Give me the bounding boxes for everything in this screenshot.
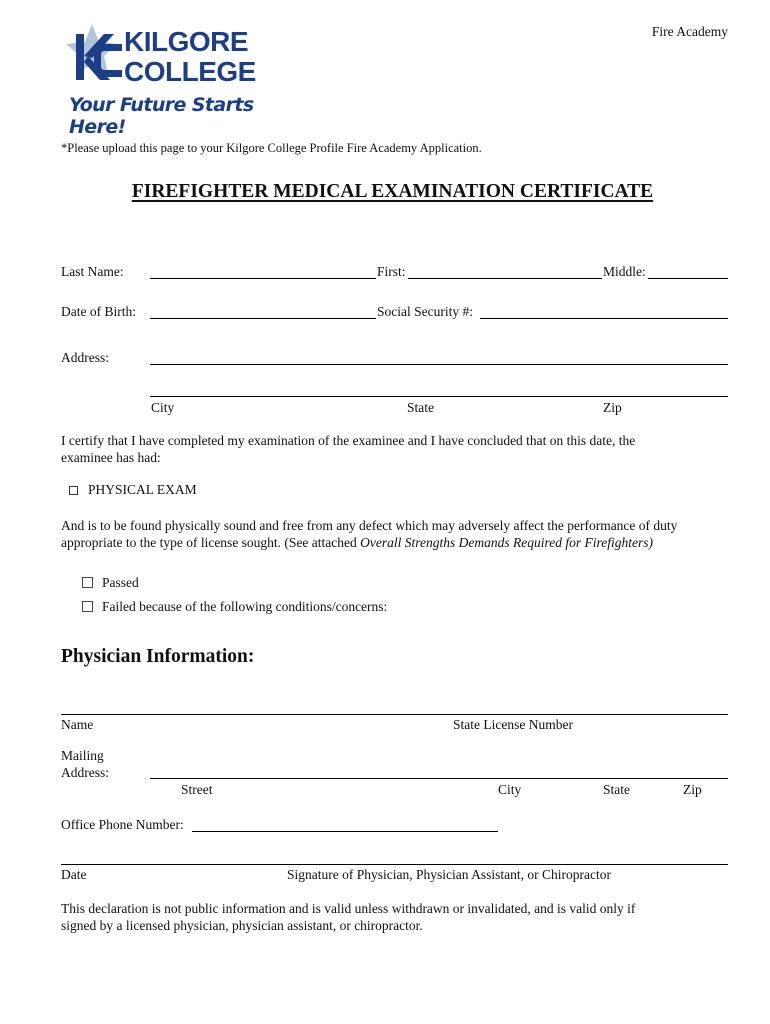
middle-name-label: Middle: bbox=[603, 264, 646, 279]
physician-heading: Physician Information: bbox=[61, 646, 255, 667]
dob-field[interactable] bbox=[150, 318, 376, 319]
address-field[interactable] bbox=[150, 364, 728, 365]
address-label: Address: bbox=[61, 350, 109, 365]
street-label: Street bbox=[181, 782, 213, 797]
last-name-field[interactable] bbox=[150, 278, 376, 279]
ssn-field[interactable] bbox=[480, 318, 728, 319]
certify-statement bbox=[61, 432, 635, 466]
first-name-label: First: bbox=[377, 264, 406, 279]
physician-state-label: State bbox=[603, 782, 630, 797]
sound-line-2-reference: Overall Strengths Demands Required for Firefighters) bbox=[360, 535, 653, 550]
office-phone-label: Office Phone Number: bbox=[61, 817, 184, 832]
mailing-address-label: Address: bbox=[61, 765, 109, 780]
kilgore-college-logo bbox=[66, 22, 271, 138]
sound-line-1: And is to be found physically sound and free from any defect which may adversely affect the performance of duty bbox=[61, 518, 678, 533]
failed-label: Failed because of the following conditions/concerns: bbox=[102, 599, 388, 614]
declaration-line-2: signed by a licensed physician, physician assistant, or chiropractor. bbox=[61, 918, 423, 933]
mailing-label: Mailing bbox=[61, 748, 104, 763]
last-name-label: Last Name: bbox=[61, 264, 124, 279]
logo-tagline: Your Future Starts Here! bbox=[69, 94, 254, 138]
physician-zip-label: Zip bbox=[683, 782, 702, 797]
failed-checkbox[interactable] bbox=[82, 601, 93, 612]
office-phone-field[interactable] bbox=[192, 831, 498, 832]
sound-line-2-text: appropriate to the type of license sought. (See attached bbox=[61, 535, 361, 550]
certify-line-2: examinee has had: bbox=[61, 450, 161, 465]
physical-exam-label: PHYSICAL EXAM bbox=[88, 482, 197, 497]
physician-city-label: City bbox=[498, 782, 522, 797]
date-signature-field[interactable] bbox=[61, 864, 728, 865]
mailing-address-field[interactable] bbox=[150, 778, 728, 779]
date-label: Date bbox=[61, 867, 87, 882]
physician-name-license-field[interactable] bbox=[61, 714, 728, 715]
logo-word-college: COLLEGE bbox=[124, 56, 256, 87]
sound-line-2 bbox=[61, 534, 677, 551]
ssn-label: Social Security #: bbox=[377, 304, 473, 319]
dob-label: Date of Birth: bbox=[61, 304, 136, 319]
upload-note: *Please upload this page to your Kilgore College Profile Fire Academy Application. bbox=[61, 141, 482, 155]
page-title: FIREFIGHTER MEDICAL EXAMINATION CERTIFICATE bbox=[131, 181, 654, 202]
declaration-statement bbox=[61, 900, 635, 934]
certify-line-1: I certify that I have completed my examination of the examinee and I have concluded that on this date, the bbox=[61, 433, 636, 448]
physically-sound-statement bbox=[61, 517, 677, 551]
physical-exam-option[interactable] bbox=[69, 482, 197, 498]
state-label: State bbox=[407, 400, 434, 415]
physician-name-label: Name bbox=[61, 717, 94, 732]
city-label: City bbox=[151, 400, 175, 415]
zip-label: Zip bbox=[603, 400, 622, 415]
declaration-line-1: This declaration is not public information and is valid unless withdrawn or invalidated, and is valid only if bbox=[61, 901, 636, 916]
address-city-state-zip-field[interactable] bbox=[150, 396, 728, 397]
fire-academy-label: Fire Academy bbox=[651, 24, 728, 39]
signature-label: Signature of Physician, Physician Assistant, or Chiropractor bbox=[287, 867, 611, 882]
failed-option[interactable] bbox=[82, 599, 387, 615]
license-number-label: State License Number bbox=[453, 717, 573, 732]
logo-word-kilgore: KILGORE bbox=[124, 26, 249, 57]
passed-option[interactable] bbox=[82, 575, 139, 591]
passed-checkbox[interactable] bbox=[82, 577, 93, 588]
middle-name-field[interactable] bbox=[648, 278, 728, 279]
physical-exam-checkbox[interactable] bbox=[69, 486, 78, 495]
passed-label: Passed bbox=[102, 575, 139, 590]
first-name-field[interactable] bbox=[408, 278, 602, 279]
